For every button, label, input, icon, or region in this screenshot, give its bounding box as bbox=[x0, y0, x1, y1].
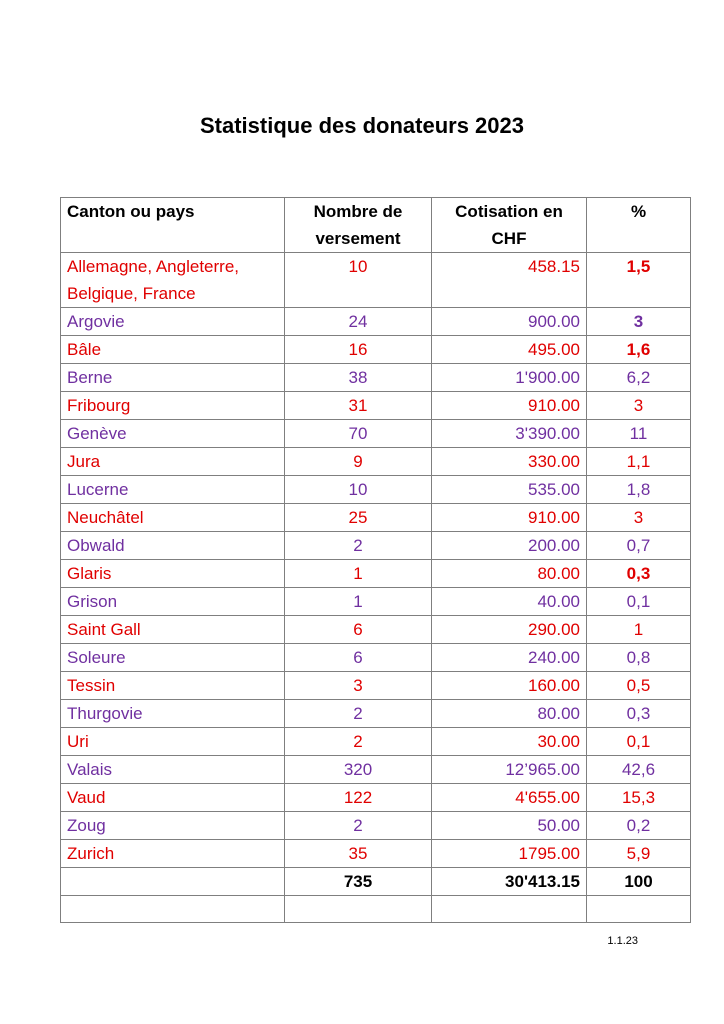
amount-cell: 240.00 bbox=[432, 644, 587, 672]
canton-cell: Vaud bbox=[61, 784, 285, 812]
count-cell: 2 bbox=[285, 728, 432, 756]
canton-cell: Soleure bbox=[61, 644, 285, 672]
percent-cell: 0,7 bbox=[587, 532, 691, 560]
header-count: Nombre de versement bbox=[285, 198, 432, 253]
header-canton: Canton ou pays bbox=[61, 198, 285, 253]
table-row bbox=[61, 560, 691, 588]
percent-cell: 3 bbox=[587, 392, 691, 420]
table-header-row bbox=[61, 198, 691, 253]
percent-cell: 1,6 bbox=[587, 336, 691, 364]
count-cell: 38 bbox=[285, 364, 432, 392]
table-row bbox=[61, 756, 691, 784]
table-row bbox=[61, 672, 691, 700]
table-row bbox=[61, 504, 691, 532]
amount-cell: 910.00 bbox=[432, 504, 587, 532]
amount-cell: 3'390.00 bbox=[432, 420, 587, 448]
count-cell: 1 bbox=[285, 560, 432, 588]
count-cell: 6 bbox=[285, 616, 432, 644]
count-cell: 25 bbox=[285, 504, 432, 532]
amount-cell: 330.00 bbox=[432, 448, 587, 476]
percent-cell: 6,2 bbox=[587, 364, 691, 392]
count-cell: 2 bbox=[285, 812, 432, 840]
percent-cell: 0,3 bbox=[587, 700, 691, 728]
percent-cell: 0,8 bbox=[587, 644, 691, 672]
table-row bbox=[61, 728, 691, 756]
count-cell: 320 bbox=[285, 756, 432, 784]
percent-cell: 42,6 bbox=[587, 756, 691, 784]
table-row bbox=[61, 476, 691, 504]
count-cell: 70 bbox=[285, 420, 432, 448]
canton-cell: Tessin bbox=[61, 672, 285, 700]
donor-statistics-table bbox=[60, 197, 691, 923]
canton-cell: Genève bbox=[61, 420, 285, 448]
canton-cell: Neuchâtel bbox=[61, 504, 285, 532]
count-cell: 16 bbox=[285, 336, 432, 364]
empty-cell bbox=[587, 896, 691, 923]
count-cell: 31 bbox=[285, 392, 432, 420]
amount-cell: 50.00 bbox=[432, 812, 587, 840]
percent-cell: 3 bbox=[587, 504, 691, 532]
canton-cell: Fribourg bbox=[61, 392, 285, 420]
amount-cell: 910.00 bbox=[432, 392, 587, 420]
empty-cell bbox=[61, 896, 285, 923]
table-row bbox=[61, 532, 691, 560]
canton-cell: Zurich bbox=[61, 840, 285, 868]
amount-cell: 30.00 bbox=[432, 728, 587, 756]
amount-cell: 290.00 bbox=[432, 616, 587, 644]
empty-cell bbox=[285, 896, 432, 923]
percent-cell: 11 bbox=[587, 420, 691, 448]
percent-cell: 3 bbox=[587, 308, 691, 336]
header-percent: % bbox=[587, 198, 691, 253]
count-cell: 1 bbox=[285, 588, 432, 616]
amount-cell: 535.00 bbox=[432, 476, 587, 504]
percent-cell: 1 bbox=[587, 616, 691, 644]
canton-cell: Bâle bbox=[61, 336, 285, 364]
amount-cell: 458.15 bbox=[432, 253, 587, 308]
table-row bbox=[61, 700, 691, 728]
percent-cell: 0,1 bbox=[587, 728, 691, 756]
count-cell: 35 bbox=[285, 840, 432, 868]
percent-cell: 0,5 bbox=[587, 672, 691, 700]
count-cell: 10 bbox=[285, 476, 432, 504]
table-row bbox=[61, 616, 691, 644]
percent-cell: 1,1 bbox=[587, 448, 691, 476]
amount-cell: 1795.00 bbox=[432, 840, 587, 868]
canton-cell: Zoug bbox=[61, 812, 285, 840]
document-date: 1.1.23 bbox=[607, 935, 638, 947]
amount-cell: 80.00 bbox=[432, 700, 587, 728]
amount-cell: 495.00 bbox=[432, 336, 587, 364]
total-amount-cell: 30'413.15 bbox=[432, 868, 587, 896]
count-cell: 2 bbox=[285, 532, 432, 560]
table-row bbox=[61, 336, 691, 364]
table-row bbox=[61, 448, 691, 476]
count-cell: 3 bbox=[285, 672, 432, 700]
percent-cell: 0,2 bbox=[587, 812, 691, 840]
percent-cell: 0,3 bbox=[587, 560, 691, 588]
percent-cell: 1,8 bbox=[587, 476, 691, 504]
canton-cell: Argovie bbox=[61, 308, 285, 336]
total-label-cell bbox=[61, 868, 285, 896]
amount-cell: 900.00 bbox=[432, 308, 587, 336]
amount-cell: 1'900.00 bbox=[432, 364, 587, 392]
table-row bbox=[61, 812, 691, 840]
amount-cell: 80.00 bbox=[432, 560, 587, 588]
table-row bbox=[61, 364, 691, 392]
amount-cell: 160.00 bbox=[432, 672, 587, 700]
count-cell: 24 bbox=[285, 308, 432, 336]
page-title: Statistique des donateurs 2023 bbox=[200, 113, 524, 138]
header-amount: Cotisation en CHF bbox=[432, 198, 587, 253]
table-row bbox=[61, 840, 691, 868]
percent-cell: 15,3 bbox=[587, 784, 691, 812]
total-percent-cell: 100 bbox=[587, 868, 691, 896]
percent-cell: 0,1 bbox=[587, 588, 691, 616]
table-row bbox=[61, 308, 691, 336]
table-row bbox=[61, 784, 691, 812]
canton-cell: Uri bbox=[61, 728, 285, 756]
empty-row bbox=[61, 896, 691, 923]
amount-cell: 40.00 bbox=[432, 588, 587, 616]
count-cell: 2 bbox=[285, 700, 432, 728]
table-row bbox=[61, 644, 691, 672]
count-cell: 122 bbox=[285, 784, 432, 812]
canton-cell: Saint Gall bbox=[61, 616, 285, 644]
amount-cell: 12’965.00 bbox=[432, 756, 587, 784]
amount-cell: 200.00 bbox=[432, 532, 587, 560]
table-row bbox=[61, 420, 691, 448]
total-row bbox=[61, 868, 691, 896]
canton-cell: Jura bbox=[61, 448, 285, 476]
percent-cell: 1,5 bbox=[587, 253, 691, 308]
canton-cell: Allemagne, Angleterre, Belgique, France bbox=[61, 253, 285, 308]
table-row bbox=[61, 588, 691, 616]
empty-cell bbox=[432, 896, 587, 923]
canton-cell: Grison bbox=[61, 588, 285, 616]
canton-cell: Obwald bbox=[61, 532, 285, 560]
canton-cell: Valais bbox=[61, 756, 285, 784]
count-cell: 10 bbox=[285, 253, 432, 308]
amount-cell: 4'655.00 bbox=[432, 784, 587, 812]
table-row bbox=[61, 253, 691, 308]
canton-cell: Lucerne bbox=[61, 476, 285, 504]
canton-cell: Glaris bbox=[61, 560, 285, 588]
percent-cell: 5,9 bbox=[587, 840, 691, 868]
canton-cell: Thurgovie bbox=[61, 700, 285, 728]
total-count-cell: 735 bbox=[285, 868, 432, 896]
table-body bbox=[61, 253, 691, 923]
canton-cell: Berne bbox=[61, 364, 285, 392]
table-row bbox=[61, 392, 691, 420]
count-cell: 6 bbox=[285, 644, 432, 672]
count-cell: 9 bbox=[285, 448, 432, 476]
